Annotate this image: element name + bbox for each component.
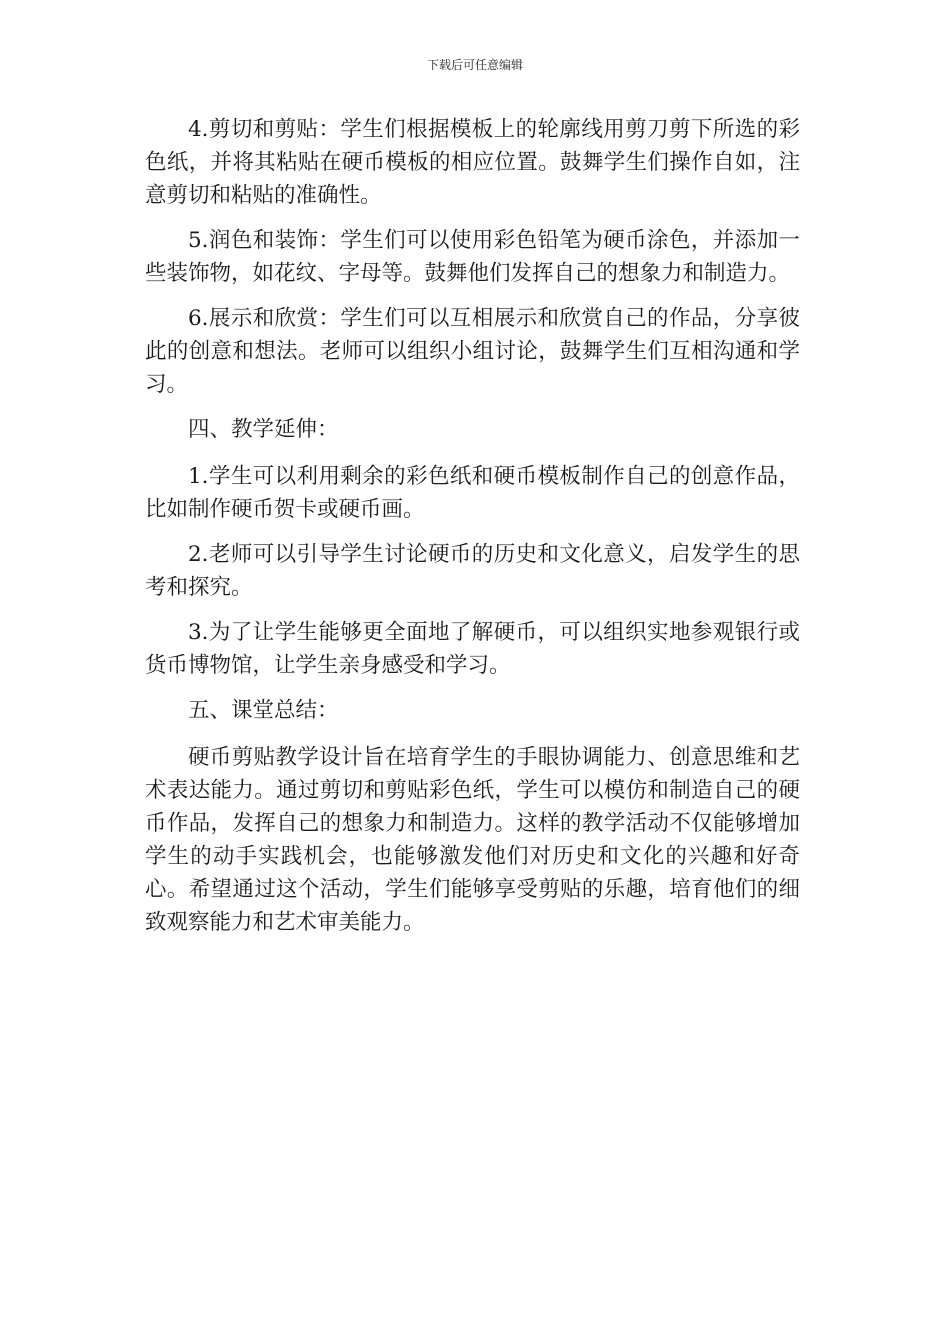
page-header: 下载后可任意编辑	[426, 58, 523, 72]
paragraph-step-6: 6.展示和欣赏：学生们可以互相展示和欣赏自己的作品，分享彼此的创意和想法。老师可以组织小组讨论，鼓舞学生们互相沟通和学习。	[145, 306, 800, 397]
paragraph-extension-1: 1.学生可以利用剩余的彩色纸和硬币模板制作自己的创意作品，比如制作硬币贺卡或硬币画。	[145, 464, 800, 522]
paragraph-step-5: 5.润色和装饰：学生们可以使用彩色铅笔为硬币涂色，并添加一些装饰物，如花纹、字母等。鼓舞他们发挥自己的想象力和制造力。	[145, 228, 800, 286]
document-body	[145, 113, 800, 951]
paragraph-step-4: 4.剪切和剪贴：学生们根据模板上的轮廓线用剪刀剪下所选的彩色纸，并将其粘贴在硬币模板的相应位置。鼓舞学生们操作自如，注意剪切和粘贴的准确性。	[145, 117, 800, 208]
section-heading-extension: 四、教学延伸：	[188, 417, 339, 442]
paragraph-summary: 硬币剪贴教学设计旨在培育学生的手眼协调能力、创意思维和艺术表达能力。通过剪切和剪贴彩色纸，学生可以模仿和制造自己的硬币作品，发挥自己的想象力和制造力。这样的教学活动不仅能够增加学生的动手实践机会，也能够激发他们对历史和文化的兴趣和好奇心。希望通过这个活动，学生们能够享受剪贴的乐趣，培育他们的细致观察能力和艺术审美能力。	[145, 745, 800, 935]
paragraph-extension-3: 3.为了让学生能够更全面地了解硬币，可以组织实地参观银行或货币博物馆，让学生亲身感受和学习。	[145, 620, 800, 678]
section-heading-summary: 五、课堂总结：	[188, 698, 339, 723]
paragraph-extension-2: 2.老师可以引导学生讨论硬币的历史和文化意义，启发学生的思考和探究。	[145, 542, 800, 600]
